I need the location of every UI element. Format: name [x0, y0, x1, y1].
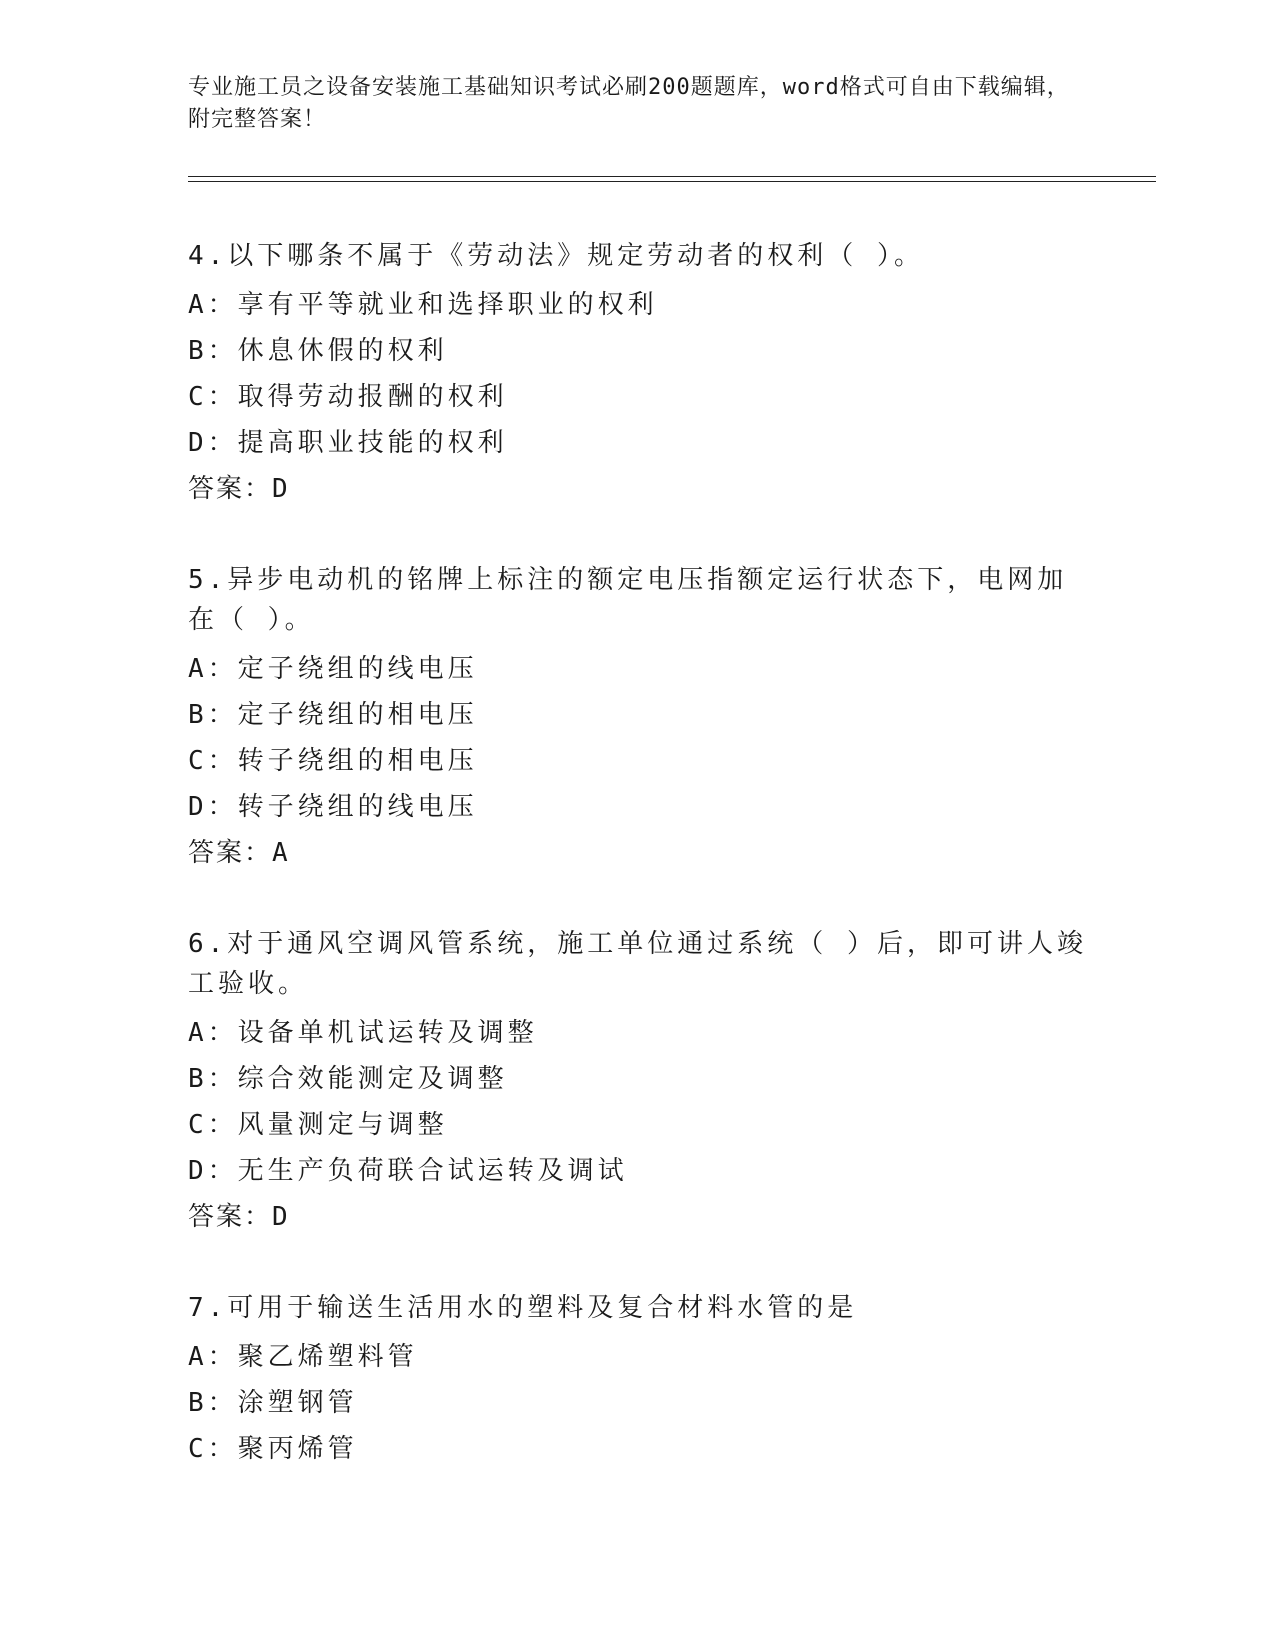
question-5 [188, 560, 1088, 876]
header-rule-top [188, 176, 1156, 177]
option-d: D：提高职业技能的权利 [188, 428, 508, 458]
option-a: A：聚乙烯塑料管 [188, 1342, 418, 1372]
question-stem: 4.以下哪条不属于《劳动法》规定劳动者的权利（ ）。 [188, 241, 924, 271]
option-c: C：取得劳动报酬的权利 [188, 382, 508, 412]
option-d: D：无生产负荷联合试运转及调试 [188, 1156, 628, 1186]
option-c: C：风量测定与调整 [188, 1110, 448, 1140]
option-c: C：聚丙烯管 [188, 1434, 358, 1464]
option-b: B：综合效能测定及调整 [188, 1064, 508, 1094]
question-7 [188, 1288, 1088, 1472]
question-4 [188, 236, 1088, 512]
option-b: B：休息休假的权利 [188, 336, 448, 366]
option-a: A：享有平等就业和选择职业的权利 [188, 290, 658, 320]
document-header: 专业施工员之设备安装施工基础知识考试必刷200题题库，word格式可自由下载编辑，附完整答案！ [188, 75, 1070, 132]
option-b: B：定子绕组的相电压 [188, 700, 478, 730]
question-stem: 7.可用于输送生活用水的塑料及复合材料水管的是 [188, 1293, 858, 1323]
answer: 答案：A [188, 838, 290, 868]
question-stem: 5.异步电动机的铭牌上标注的额定电压指额定运行状态下，电网加在（ ）。 [188, 565, 1068, 635]
option-d: D：转子绕组的线电压 [188, 792, 478, 822]
header-rule-bottom [188, 181, 1156, 182]
question-6 [188, 924, 1088, 1240]
option-a: A：设备单机试运转及调整 [188, 1018, 538, 1048]
option-c: C：转子绕组的相电压 [188, 746, 478, 776]
option-b: B：涂塑钢管 [188, 1388, 358, 1418]
option-a: A：定子绕组的线电压 [188, 654, 478, 684]
answer: 答案：D [188, 474, 290, 504]
answer: 答案：D [188, 1202, 290, 1232]
question-stem: 6.对于通风空调风管系统，施工单位通过系统（ ）后，即可讲人竣工验收。 [188, 929, 1087, 999]
